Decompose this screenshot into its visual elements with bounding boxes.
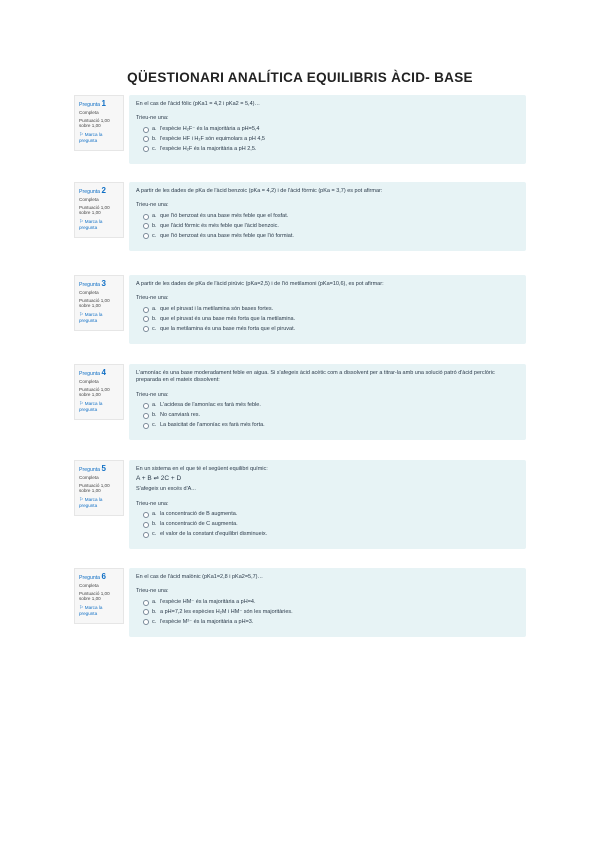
question-grade: Puntuació 1,00 sobre 1,00 [79,482,110,494]
answer-option[interactable] [143,511,518,518]
flag-icon: ⚐ [79,132,84,139]
answer-option[interactable] [143,126,518,133]
option-text: La basicitat de l'amoníac es farà més forta. [160,422,265,429]
flag-icon: ⚐ [79,312,84,319]
question-equation: A + B ⇌ 2C + D [136,475,182,483]
question-statement: En un sistema en el que té el següent equilibri químic: [136,466,268,472]
flag-icon: ⚐ [79,497,84,504]
answer-option[interactable] [143,609,518,616]
answer-option[interactable] [143,599,518,606]
question-number [79,279,119,288]
answer-option[interactable] [143,521,518,528]
answer-option[interactable] [143,326,518,333]
radio-button[interactable] [143,619,149,625]
flag-question-link[interactable] [79,312,119,324]
choose-one-prompt: Trieu-ne una: [136,500,169,507]
choose-one-prompt: Trieu-ne una: [136,391,169,398]
question-state: Completa [79,290,99,295]
question-label: Pregunta [79,102,101,108]
question-statement: A partir de les dades de pKa de l'àcid benzoic (pKa = 4,2) i de l'àcid fòrmic (pKa = 3,7) es pot afirmar: [136,188,383,194]
option-letter: a. [152,598,157,605]
answer-option[interactable] [143,402,518,409]
answer-option[interactable] [143,146,518,153]
flag-question-link[interactable] [79,497,119,509]
question-grade: Puntuació 1,00 sobre 1,00 [79,204,110,216]
radio-button[interactable] [143,423,149,429]
question-num: 2 [101,186,106,195]
flag-icon: ⚐ [79,219,84,226]
answer-options [136,306,518,333]
page-title: QÜESTIONARI ANALÍTICA EQUILIBRIS ÀCID- BASE [127,70,473,85]
question-num: 6 [101,572,106,581]
option-text: l'espècie H₂F⁻ és la majoritària a pH=5,4 [160,125,260,132]
question-info [74,568,124,624]
flag-question-link[interactable] [79,605,119,617]
answer-option[interactable] [143,422,518,429]
answer-options [136,402,518,429]
question-content [129,568,526,637]
answer-option[interactable] [143,223,518,230]
radio-button[interactable] [143,307,149,313]
question-num: 3 [101,279,106,288]
question-number [79,368,119,377]
option-text: la concentració de C augmenta. [160,520,238,527]
question-num: 1 [101,99,106,108]
option-letter: a. [152,212,157,219]
question-text [136,188,518,195]
radio-button[interactable] [143,214,149,220]
question-statement: En el cas de l'àcid malònic (pKa1=2,8 i pKa2=5,7)… [136,574,264,580]
question-state: Completa [79,110,99,115]
flag-label: Marca la pregunta [79,497,103,509]
flag-label: Marca la pregunta [79,401,103,413]
question-statement: En el cas de l'àcid fòlic (pKa1 = 4,2 i pKa2 = 5,4)… [136,101,260,107]
answer-option[interactable] [143,213,518,220]
option-text: a pH=7,2 les espècies H₂M i HM⁻ són les majoritàries. [160,608,293,615]
question-number [79,99,119,108]
option-text: el valor de la constant d'equilibri disminueix. [160,530,268,537]
flag-icon: ⚐ [79,605,84,612]
option-letter: a. [152,125,157,132]
radio-button[interactable] [143,403,149,409]
flag-label: Marca la pregunta [79,219,103,231]
question-label: Pregunta [79,189,101,195]
answer-options [136,213,518,240]
option-text: que l'ió benzoat és una base més feble que l'ió formiat. [160,232,294,239]
question-text [136,370,518,385]
question-grade: Puntuació 1,00 sobre 1,00 [79,590,110,602]
radio-button[interactable] [143,600,149,606]
question-text [136,281,518,288]
question-statement: L'amoníac és una base moderadament feble en aigua. Si s'afegeix àcid acètic com a dissolvent per a titrar-la amb una solució patró d'àcid perclòric preparada en el mateix dissolvent: [136,370,495,384]
option-letter: c. [152,232,157,239]
radio-button[interactable] [143,136,149,142]
option-text: que la metilamina és una base més forta que el piruvat. [160,325,296,332]
answer-option[interactable] [143,531,518,538]
question-content [129,95,526,164]
radio-button[interactable] [143,522,149,528]
answer-options [136,511,518,538]
question-num: 5 [101,464,106,473]
option-text: l'espècie HM⁻ és la majoritària a pH=4. [160,598,256,605]
radio-button[interactable] [143,127,149,133]
flag-label: Marca la pregunta [79,132,103,144]
option-letter: c. [152,530,157,537]
question-num: 4 [101,368,106,377]
radio-button[interactable] [143,326,149,332]
option-text: l'espècie H₂F és la majoritària a pH 2,5. [160,145,257,152]
question-label: Pregunta [79,282,101,288]
question-text [136,574,518,581]
question-text [136,101,518,108]
choose-one-prompt: Trieu-ne una: [136,202,169,209]
radio-button[interactable] [143,609,149,615]
radio-button[interactable] [143,223,149,229]
option-letter: b. [152,135,157,142]
option-text: l'espècie HF i H₂F són equimolars a pH 4,5 [160,135,265,142]
option-letter: c. [152,145,157,152]
question-info [74,275,124,331]
question-label: Pregunta [79,575,101,581]
question-state: Completa [79,475,99,480]
question-state: Completa [79,197,99,202]
radio-button[interactable] [143,532,149,538]
option-letter: c. [152,422,157,429]
answer-option[interactable] [143,412,518,419]
answer-option[interactable] [143,619,518,626]
question-content [129,364,526,440]
option-letter: b. [152,520,157,527]
radio-button[interactable] [143,233,149,239]
answer-option[interactable] [143,306,518,313]
option-text: que l'ió benzoat és una base més feble que el fosfat. [160,212,289,219]
option-text: que l'àcid fòrmic és més feble que l'àcid benzoic. [160,222,279,229]
answer-options [136,599,518,626]
radio-button[interactable] [143,512,149,518]
question-state: Completa [79,379,99,384]
question-info [74,460,124,516]
option-letter: b. [152,315,157,322]
option-letter: c. [152,618,157,625]
option-letter: c. [152,325,157,332]
option-text: que el piruvat i la metilamina són bases fortes. [160,305,274,312]
option-letter: a. [152,511,157,518]
option-letter: b. [152,412,157,419]
option-text: que el piruvat és una base més forta que la metilamina. [160,315,296,322]
option-letter: a. [152,305,157,312]
choose-one-prompt: Trieu-ne una: [136,115,169,122]
option-letter: b. [152,608,157,615]
flag-question-link[interactable] [79,132,119,144]
question-state: Completa [79,583,99,588]
flag-label: Marca la pregunta [79,605,103,617]
flag-question-link[interactable] [79,401,119,413]
choose-one-prompt: Trieu-ne una: [136,295,169,302]
option-text: L'acidesa de l'amoníac es farà més feble. [160,402,261,409]
question-grade: Puntuació 1,00 sobre 1,00 [79,297,110,309]
option-letter: a. [152,402,157,409]
flag-question-link[interactable] [79,219,119,231]
question-number [79,572,119,581]
answer-options [136,126,518,153]
question-info [74,95,124,151]
question-number [79,464,119,473]
question-info [74,182,124,238]
question-content [129,275,526,344]
question-grade: Puntuació 1,00 sobre 1,00 [79,386,110,398]
question-label: Pregunta [79,467,101,473]
answer-option[interactable] [143,316,518,323]
flag-label: Marca la pregunta [79,312,103,324]
radio-button[interactable] [143,413,149,419]
option-text: la concentració de B augmenta. [160,511,238,518]
question-content [129,182,526,251]
question-statement: A partir de les dades de pKa de l'àcid pirúvic (pKa=2,5) i de l'ió metilamoni (pKa=10,6), es pot afirmar: [136,281,384,287]
question-label: Pregunta [79,371,101,377]
question-grade: Puntuació 1,00 sobre 1,00 [79,117,110,129]
option-text: l'espècie M²⁻ és la majoritària a pH=3. [160,618,254,625]
question-content [129,460,526,549]
option-letter: b. [152,222,157,229]
radio-button[interactable] [143,316,149,322]
answer-option[interactable] [143,136,518,143]
radio-button[interactable] [143,146,149,152]
question-subtext: S'afegeix un excés d'A... [136,486,196,493]
flag-icon: ⚐ [79,401,84,408]
choose-one-prompt: Trieu-ne una: [136,588,169,595]
question-info [74,364,124,420]
question-number [79,186,119,195]
option-text: No canviarà res. [160,412,201,419]
question-text [136,466,518,494]
answer-option[interactable] [143,233,518,240]
